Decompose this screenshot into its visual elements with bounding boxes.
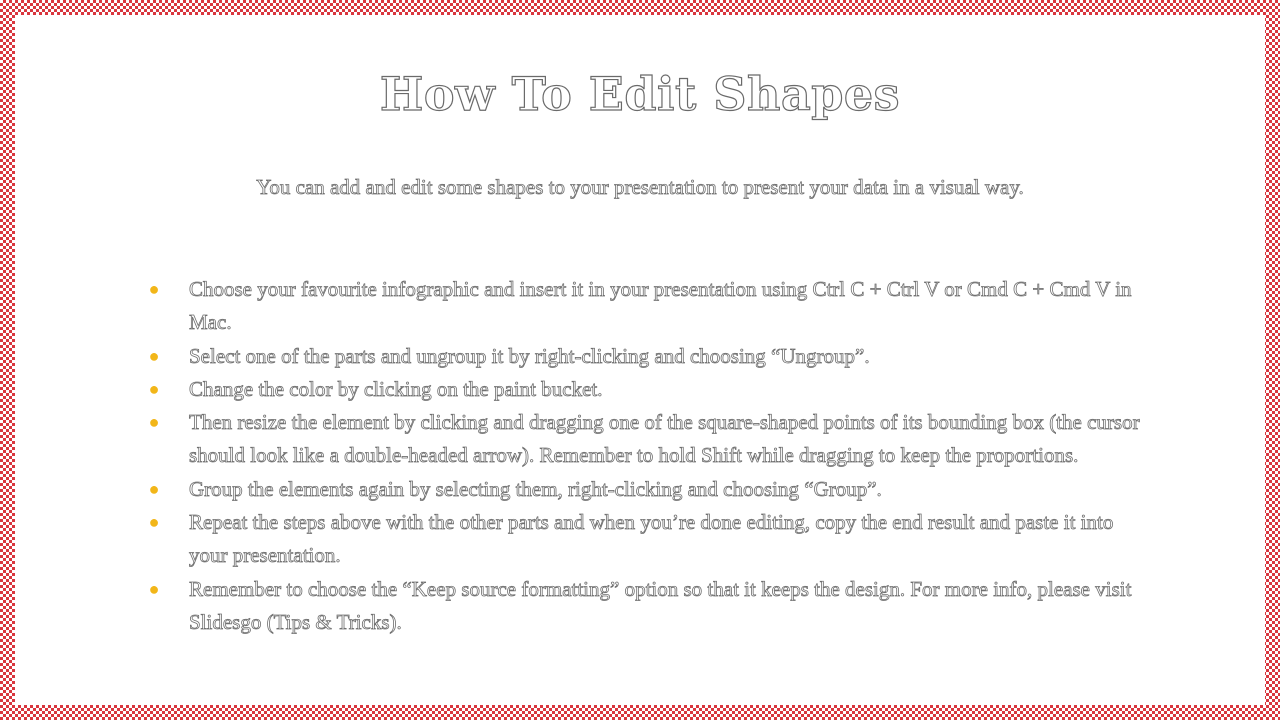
bullet-icon: ● xyxy=(148,578,160,599)
list-item xyxy=(150,473,1150,506)
bullet-icon: ● xyxy=(148,412,160,433)
slide-subtitle: You can add and edit some shapes to your presentation to present your data in a visual way. xyxy=(256,175,1024,199)
list-item-text: Choose your favourite infographic and insert it in your presentation using Ctrl C + Ctrl V or Cmd C + Cmd V in Mac. xyxy=(189,277,1132,335)
list-item xyxy=(150,340,1150,373)
list-item xyxy=(150,506,1150,573)
instruction-list xyxy=(150,273,1150,639)
list-item-text: Repeat the steps above with the other parts and when you’re done editing, copy the end result and paste it into your presentation. xyxy=(189,510,1114,568)
list-item xyxy=(150,273,1150,340)
list-item-text: Remember to choose the “Keep source formatting” option so that it keeps the design. For more info, please visit Slidesgo (Tips & Tricks). xyxy=(189,576,1132,634)
list-item xyxy=(150,573,1150,640)
bullet-icon: ● xyxy=(148,279,160,299)
list-item-text: Group the elements again by selecting them, right-clicking and choosing “Group”. xyxy=(189,476,882,501)
bullet-icon: ● xyxy=(148,512,160,533)
list-item-text: Then resize the element by clicking and dragging one of the square-shaped points of its bounding box (the cursor should look like a double-headed arrow). Remember to hold Shift while dragging to keep the proportions. xyxy=(189,410,1140,468)
list-item-text: Select one of the parts and ungroup it by right-clicking and choosing “Ungroup”. xyxy=(189,343,870,368)
slide-title: How To Edit Shapes xyxy=(379,67,901,121)
bullet-icon: ● xyxy=(148,478,160,499)
bullet-icon: ● xyxy=(148,378,160,399)
list-item xyxy=(150,373,1150,406)
list-item xyxy=(150,406,1150,473)
list-item-text: Change the color by clicking on the paint bucket. xyxy=(189,376,603,401)
slide-canvas xyxy=(15,15,1265,705)
bullet-icon: ● xyxy=(148,345,160,366)
